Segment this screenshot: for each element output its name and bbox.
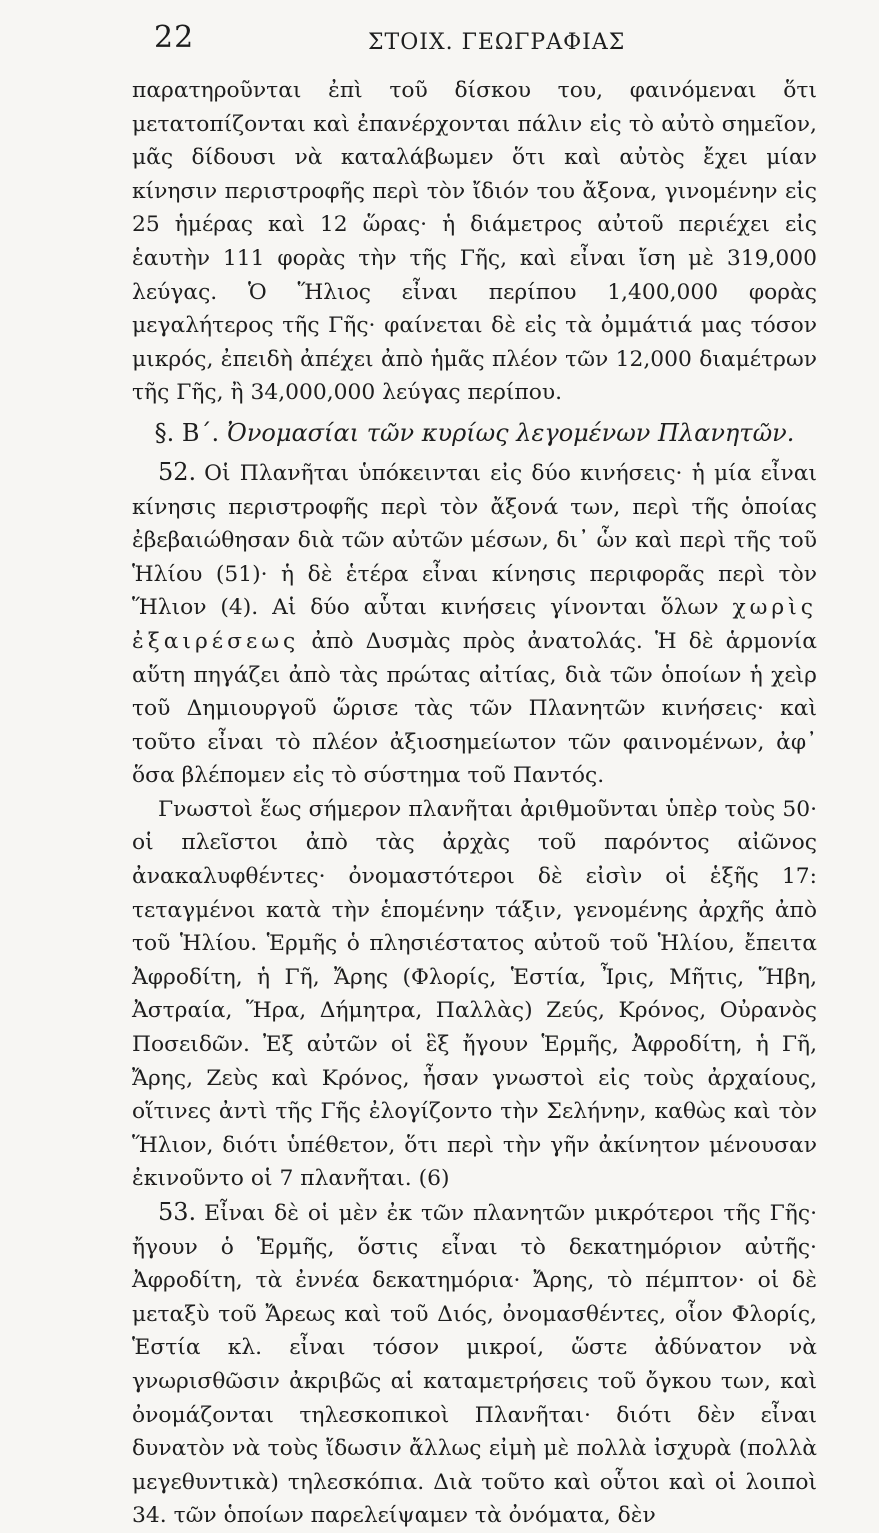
page-number: 22 [154, 20, 195, 55]
running-head [132, 18, 817, 68]
section-heading [132, 416, 817, 450]
opening-paragraph: παρατηροῦνται ἐπὶ τοῦ δίσκου του, φαινόμεναι ὅτι μετατοπίζονται καὶ ἐπανέρχονται πάλιν εἰς τὸ αὐτὸ σημεῖον, μᾶς δίδουσι νὰ καταλάβωμεν ὅτι καὶ αὐτὸς ἔχει μίαν κίνησιν περιστροφῆς περὶ τὸν ἴδιόν του ἄξονα, γινομένην εἰς 25 ἡμέρας καὶ 12 ὥρας· ἡ διάμετρος αὐτοῦ περιέχει εἰς ἑαυτὴν 111 φορὰς τὴν τῆς Γῆς, καὶ εἶναι ἴση μὲ 319,000 λεύγας. Ὁ Ἥλιος εἶναι περίπου 1,400,000 φορὰς μεγαλήτερος τῆς Γῆς· φαίνεται δὲ εἰς τὰ ὀμμάτιά μας τόσον μικρός, ἐπειδὴ ἀπέχει ἀπὸ ἡμᾶς πλέον τῶν 12,000 διαμέτρων τῆς Γῆς, ἢ 34,000,000 λεύγας περίπου. [132, 78, 817, 406]
emphasis-spaced-phrase: χωρὶς ἐξαιρέσεως [132, 595, 818, 654]
paragraph-52-text-a: Οἱ Πλανῆται ὑπόκεινται εἰς δύο κινήσεις· ἡ μία εἶναι κίνησις περιστροφῆς περὶ τὸν ἄξονά των, περὶ τῆς ὁποίας ἐβεβαιώθησαν διὰ τῶν αὐτῶν μέσων, δι᾽ ὧν καὶ περὶ τῆς τοῦ Ἡλίου (51)· ἡ δὲ ἑτέρα εἶναι κίνησις περιφορᾶς περὶ τὸν Ἥλιον (4). Αἱ δύο αὗται κινήσεις γίνονται ὅλων [132, 460, 817, 621]
paragraph-number: 52. [158, 457, 197, 486]
paragraph-53-text: Εἶναι δὲ οἱ μὲν ἐκ τῶν πλανητῶν μικρότεροι τῆς Γῆς· ἤγουν ὁ Ἑρμῆς, ὅστις εἶναι τὸ δεκατημόριον αὐτῆς· Ἀφροδίτη, τὰ ἐννέα δεκατημόρια· Ἄρης, τὸ πέμπτον· οἱ δὲ μεταξὺ τοῦ Ἄρεως καὶ τοῦ Διός, ὀνομασθέντες, οἷον Φλορίς, Ἑστία κλ. εἶναι τόσον μικροί, ὥστε ἀδύνατον νὰ γνωρισθῶσιν ἀκριβῶς αἱ καταμετρήσεις τοῦ ὄγκου των, καὶ ὀνομάζονται τηλεσκοπικοὶ Πλανῆται· διότι δὲν εἶναι δυνατὸν νὰ τοὺς ἴδωσιν ἄλλως εἰμὴ μὲ πολλὰ ἰσχυρὰ (πολλὰ μεγεθυντικὰ) τηλεσκόπια. Διὰ τοῦτο καὶ οὗτοι καὶ οἱ λοιποὶ 34. τῶν ὁποίων παρελείψαμεν τὰ ὀνόματα, δὲν [132, 1201, 817, 1529]
section-title: Ὀνομασίαι τῶν κυρίως λεγομένων Πλανητῶν. [227, 418, 795, 447]
running-title: ΣΤΟΙΧ. ΓΕΩΓΡΑΦΙΑΣ [368, 30, 626, 55]
paragraph-52 [132, 456, 817, 793]
section-mark: §. Β΄. [154, 418, 220, 447]
paragraph-53 [132, 1196, 817, 1533]
paragraph-number: 53. [158, 1198, 197, 1226]
paragraph-52-text-b: ἀπὸ Δυσμὰς πρὸς ἀνατολάς. Ἡ δὲ ἁρμονία αὕτη πηγάζει ἀπὸ τὰς πρώτας αἰτίας, διὰ τῶν ὁποίων ἡ χεὶρ τοῦ Δημιουργοῦ ὥρισε τὰς τῶν Πλανητῶν κινήσεις· καὶ τοῦτο εἶναι τὸ πλέον ἀξιοσημείωτον τῶν φαινομένων, ἀφ᾽ ὅσα βλέπομεν εἰς τὸ σύστημα τοῦ Παντός. [132, 628, 817, 789]
paragraph-known-planets: Γνωστοὶ ἕως σήμερον πλανῆται ἀριθμοῦνται ὑπὲρ τοὺς 50· οἱ πλεῖστοι ἀπὸ τὰς ἀρχὰς τοῦ παρόντος αἰῶνος ἀνακαλυφθέντες· ὀνομαστότεροι δὲ εἰσὶν οἱ ἑξῆς 17: τεταγμένοι κατὰ τὴν ἑπομένην τάξιν, γενομένης ἀρχῆς ἀπὸ τοῦ Ἡλίου. Ἑρμῆς ὁ πλησιέστατος αὐτοῦ τοῦ Ἡλίου, ἔπειτα Ἀφροδίτη, ἡ Γῆ, Ἄρης (Φλορίς, Ἑστία, Ἶρις, Μῆτις, Ἥβη, Ἀστραία, Ἥρα, Δήμητρα, Παλλὰς) Ζεύς, Κρόνος, Οὐρανὸς Ποσειδῶν. Ἐξ αὐτῶν οἱ ἓξ ἤγουν Ἑρμῆς, Ἀφροδίτη, ἡ Γῆ, Ἄρης, Ζεὺς καὶ Κρόνος, ἦσαν γνωστοὶ εἰς τοὺς ἀρχαίους, οἵτινες ἀντὶ τῆς Γῆς ἐλογίζοντο τὴν Σελήνην, καθὼς καὶ τὸν Ἥλιον, διότι ὑπέθετον, ὅτι περὶ τὴν γῆν ἀκίνητον μένουσαν ἐκινοῦντο οἱ 7 πλανῆται. (6) [132, 796, 817, 1192]
